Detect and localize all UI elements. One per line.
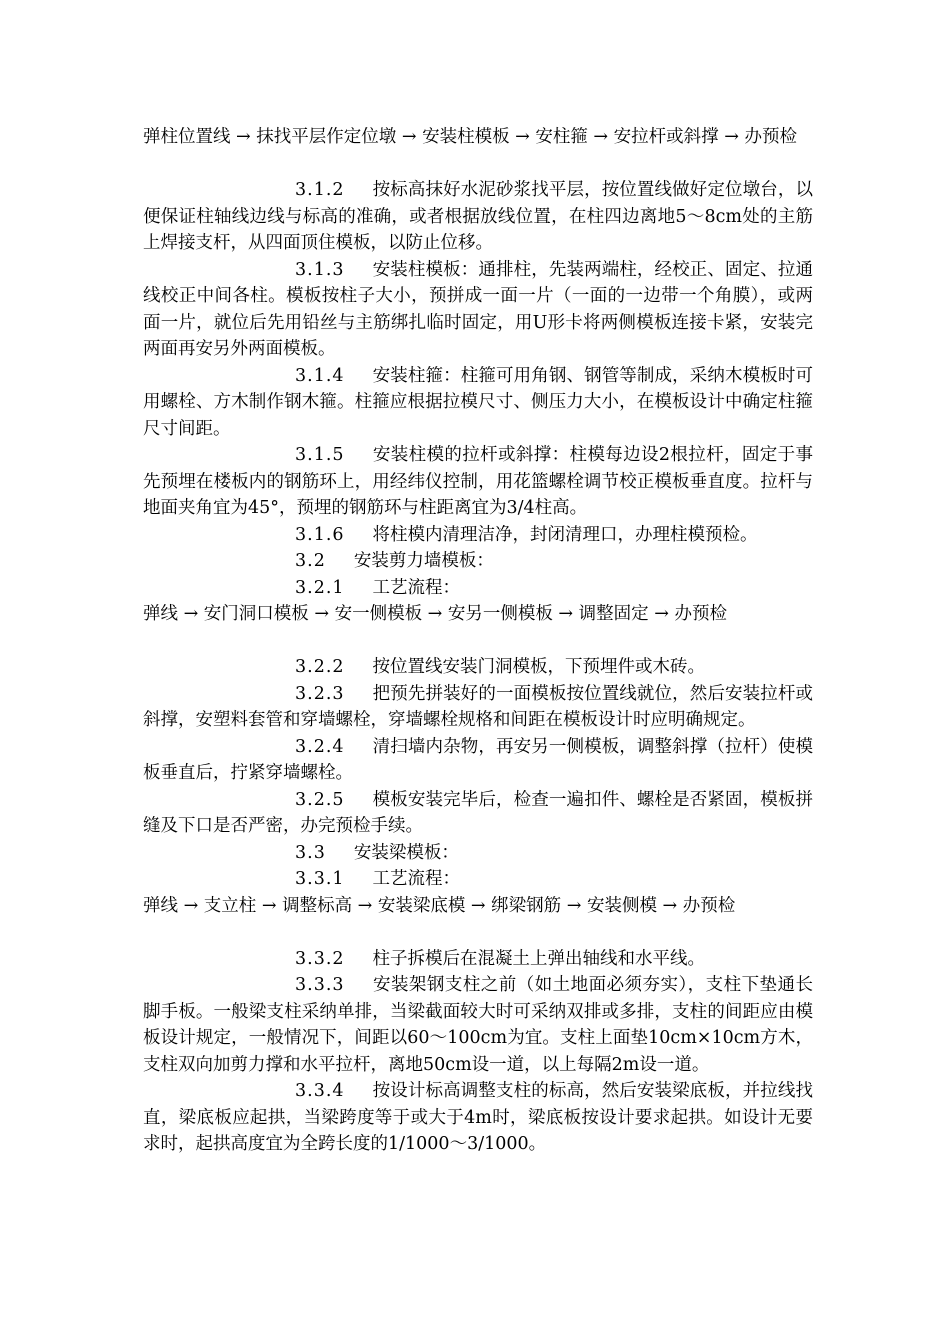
clause-number: 3.3 [295, 842, 326, 863]
clause-text: 柱子拆模后在混凝土上弹出轴线和水平线。 [372, 948, 706, 969]
section-3-2-paragraphs [143, 654, 813, 893]
clause-paragraph [143, 522, 813, 549]
clause-paragraph [143, 840, 813, 867]
spacer [143, 628, 813, 655]
clause-number: 3.2.2 [295, 657, 345, 677]
clause-text: 安装梁模板： [353, 842, 459, 863]
clause-paragraph [143, 654, 813, 681]
clause-number: 3.2 [295, 551, 326, 571]
clause-text: 按位置线安装门洞模板，下预埋件或木砖。 [372, 657, 706, 677]
clause-number: 3.2.3 [295, 683, 345, 704]
clause-number: 3.1.4 [295, 365, 345, 386]
process-flow-columns: 弹柱位置线 → 抹找平层作定位墩 → 安装柱模板 → 安柱箍 → 安拉杆或斜撑 → 办预检 [143, 127, 797, 147]
clause-text: 清扫墙内杂物，再安另一侧模板，调整斜撑（拉杆）使模板垂直后，拧紧穿墙螺栓。 [143, 736, 813, 783]
clause-number: 3.2.4 [295, 736, 345, 757]
clause-number: 3.2.5 [295, 789, 345, 810]
section-3-1-paragraphs [143, 177, 813, 601]
clause-paragraph [143, 575, 813, 602]
clause-text: 安装剪力墙模板： [353, 551, 494, 571]
clause-number: 3.1.5 [295, 445, 345, 465]
clause-number: 3.1.3 [295, 259, 345, 280]
clause-paragraph [143, 734, 813, 787]
clause-text: 工艺流程： [372, 577, 461, 598]
clause-paragraph [143, 972, 813, 1078]
clause-paragraph [143, 548, 813, 575]
clause-number: 3.1.6 [295, 524, 345, 545]
process-flow-shear-walls: 弹线 → 安门洞口模板 → 安一侧模板 → 安另一侧模板 → 调整固定 → 办预检 [143, 604, 727, 624]
clause-paragraph [143, 1078, 813, 1158]
clause-text: 安装柱模板：通排柱，先装两端柱，经校正、固定、拉通线校正中间各柱。模板按柱子大小，预拼成一面一片（一面的一边带一个角膜），或两面一片，就位后先用铅丝与主筋绑扎临时固定，用U形卡将两侧模板连接卡紧，安装完两面再安另外两面模板。 [143, 259, 813, 359]
clause-text: 模板安装完毕后，检查一遍扣件、螺栓是否紧固，模板拼缝及下口是否严密，办完预检手续。 [143, 789, 813, 836]
clause-text: 安装柱箍：柱箍可用角钢、钢管等制成，采纳木模板时可用螺栓、方木制作钢木箍。柱箍应根据拉模尺寸、侧压力大小，在模板设计中确定柱箍尺寸间距。 [143, 365, 813, 439]
clause-text: 安装架钢支柱之前（如土地面必须夯实），支柱下垫通长脚手板。一般梁支柱采纳单排，当梁截面较大时可采纳双排或多排，支柱的间距应由模板设计规定，一般情况下，间距以60～100cm为宜。支柱上面垫10cm×10cm方木，支柱双向加剪力撑和水平拉杆，离地50cm设一道，以上每隔2m设一道。 [143, 975, 813, 1075]
clause-paragraph [143, 866, 813, 893]
clause-number: 3.3.3 [295, 975, 345, 995]
document-body [143, 124, 813, 1158]
clause-paragraph [143, 177, 813, 257]
clause-number: 3.2.1 [295, 577, 345, 598]
clause-number: 3.3.2 [295, 948, 345, 969]
clause-text: 安装柱模的拉杆或斜撑：柱模每边设2根拉杆，固定于事先预埋在楼板内的钢筋环上，用经纬仪控制，用花篮螺栓调节校正模板垂直度。拉杆与地面夹角宜为45°，预埋的钢筋环与柱距离宜为3/4柱高。 [143, 445, 813, 518]
spacer [143, 919, 813, 946]
clause-paragraph [143, 787, 813, 840]
clause-text: 将柱模内清理洁净，封闭清理口，办理柱模预检。 [372, 524, 758, 545]
clause-number: 3.1.2 [295, 180, 345, 200]
clause-paragraph [143, 442, 813, 522]
clause-paragraph [143, 257, 813, 363]
clause-text: 按设计标高调整支柱的标高，然后安装梁底板，并拉线找直，梁底板应起拱，当梁跨度等于或大于4m时，梁底板按设计要求起拱。如设计无要求时，起拱高度宜为全跨长度的1/1000～3/1000。 [143, 1081, 813, 1154]
process-flow-beams: 弹线 → 支立柱 → 调整标高 → 安装梁底模 → 绑梁钢筋 → 安装侧模 → 办预检 [143, 895, 736, 916]
clause-text: 按标高抹好水泥砂浆找平层，按位置线做好定位墩台，以便保证柱轴线边线与标高的准确，或者根据放线位置，在柱四边离地5～8cm处的主筋上焊接支杆，从四面顶住模板，以防止位移。 [143, 180, 813, 253]
clause-paragraph [143, 681, 813, 734]
spacer [143, 151, 813, 178]
clause-text: 把预先拼装好的一面模板按位置线就位，然后安装拉杆或斜撑，安塑料套管和穿墙螺栓，穿墙螺栓规格和间距在模板设计时应明确规定。 [143, 683, 813, 730]
clause-paragraph [143, 946, 813, 973]
section-3-3-paragraphs [143, 946, 813, 1158]
clause-number: 3.3.1 [295, 869, 345, 889]
clause-paragraph [143, 363, 813, 443]
clause-text: 工艺流程： [372, 869, 461, 889]
clause-number: 3.3.4 [295, 1081, 345, 1101]
